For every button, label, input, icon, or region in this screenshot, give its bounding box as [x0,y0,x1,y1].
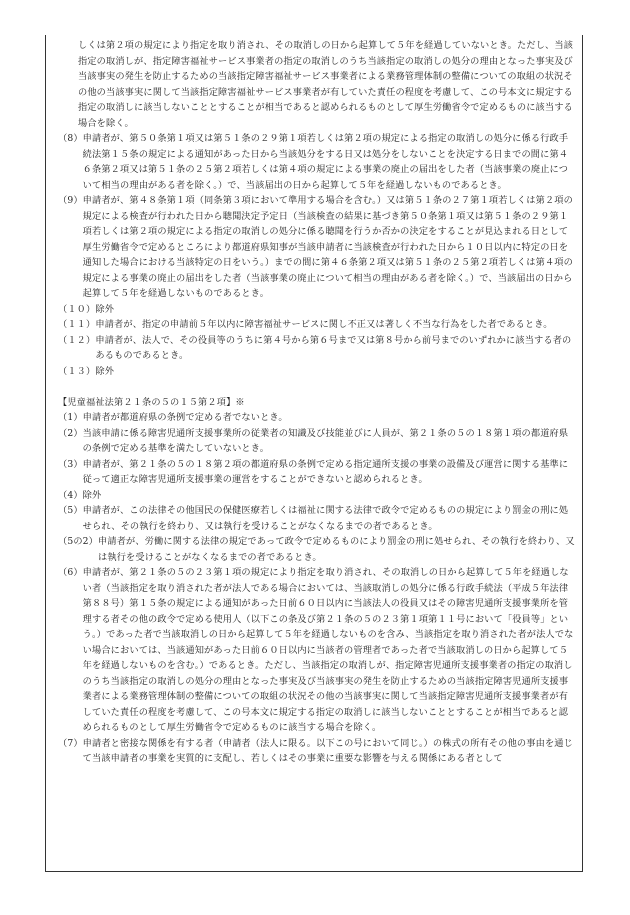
list-item [58,457,576,488]
list-item [58,736,576,767]
list-item [58,503,576,534]
item-number: （１０） [58,303,96,315]
section-2-list [58,410,576,767]
section-heading: 【児童福祉法第２１条の５の１５第２項】※ [58,396,245,408]
document-content [58,38,576,767]
item-number: （6） [58,567,83,578]
item-text: 申請者が都道府県の条例で定める者でないとき。 [82,412,288,423]
continuation-paragraph: しくは第２項の規定により指定を取り消され、その取消しの日から起算して５年を経過していないとき。ただし、当該指定の取消しが、指定障害福祉サービス事業者の指定の取消しのうち当該指定の取消しの処分の理由となった事実及び当該事実の発生を防止するための当該指定障害福祉サービス事業者による業務管理体制の整備についての取組の状況その他の当該事実に関して当該指定障害福祉サービス事業者が有していた責任の程度を考慮して、この号本文に規定する指定の取消しに該当しないこととすることが相当であると認められるものとして厚生労働省令で定めるものに該当する場合を除く。 [78,40,574,129]
list-item [58,565,576,736]
item-text: 申請者が、第４８条第１項（同条第３項において準用する場合を含む。）又は第５１条の２７第１項若しくは第２項の規定による検査が行われた日から聴聞決定予定日（当該検査の結果に基づき第５０条第１項又は第５１条の２９第１項若しくは第２項の規定による指定の取消しの処分に係る聴聞を行うか否かの決定をすることが見込まれる日として厚生労働省令で定めるところにより都道府県知事が当該申請者に当該検査が行われた日から１０日以内に特定の日を通知した場合における当該特定の日をいう。）までの間に第４６条第２項又は第５１条の２５第２項若しくは第４項の規定による事業の廃止の届出をした者（当該事業の廃止について相当の理由がある者を除く。）で、当該届出の日から起算して５年を経過しないものであるとき。 [82,195,573,299]
item-text: 当該申請に係る障害児通所支援事業所の従業者の知識及び技能並びに人員が、第２１条の５の１８第１項の都道府県の条例で定める基準を満たしていないとき。 [82,427,569,454]
item-text: 申請者が、指定の申請前５年以内に障害福祉サービスに関し不正又は著しく不当な行為をした者であるとき。 [95,319,553,330]
item-number: （1） [58,412,83,423]
item-text: 申請者が、法人で、その役員等のうちに第４号から第６号まで又は第８号から前号までのいずれかに該当する者のあるものであるとき。 [95,334,572,361]
list-item [58,193,576,302]
item-text: 申請者が、労働に関する法律の規定であって政令で定めるものにより罰金の刑に処せられ、その執行を終わり、又は執行を受けることがなくなるまでの者であるとき。 [98,536,575,563]
list-item [58,302,576,318]
item-number: （9） [58,195,83,206]
item-text: 除外 [95,303,115,315]
item-number: （3） [58,458,83,470]
item-text: 申請者が、第２１条の５の２３第１項の規定により指定を取り消され、その取消しの日から起算して５年を経過しない者（当該指定を取り消された者が法人である場合においては、当該取消しの処分に係る行政手続法（平成５年法律第８８号）第１５条の規定による通知があった日前６０日以内に当該法人の役員又はその障害児通所支援事業所を管理する者その他の政令で定める使用人（以下この条及び第２１条の５の２３第１項第１１号において「役員等」という。）であった者で当該取消しの日から起算して５年を経過しないものを含み、当該指定を取り消された者が法人でない場合においては、当該通知があった日前６０日以内に当該者の管理者であった者で当該取消しの日から起算して５年を経過しないものを含む。）であるとき。ただし、当該指定の取消しが、指定障害児通所支援事業者の指定の取消しのうち当該指定の取消しの処分の理由となった事実及び当該事実の発生を防止するための当該指定障害児通所支援事業者による業務管理体制の整備についての取組の状況その他の当該事実に関して当該指定障害児通所支援事業者が有していた責任の程度を考慮して、この号本文に規定する指定の取消しに該当しないこととすることが相当であると認められるものとして厚生労働省令で定めるものに該当する場合を除く。 [82,567,574,733]
item-number: （１３） [58,365,96,377]
item-number: （5） [58,505,83,516]
item-number: （4） [58,489,83,501]
item-text: 申請者が、第５０条第１項又は第５１条の２９第１項若しくは第２項の規定による指定の取消しの処分に係る行政手続法第１５条の規定による通知があった日から当該処分をする日又は処分をしないことを決定する日までの間に第４６条第２項又は第５１条の２５第２項若しくは第４項の規定による事業の廃止の届出をした者（当該事業の廃止について相当の理由がある者を除く。）で、当該届出の日から起算して５年を経過しないものであるとき。 [82,133,569,191]
list-item [58,333,576,364]
item-number: （7） [58,737,83,749]
section-1-list [58,131,576,379]
item-number: （8） [58,133,83,144]
list-item [58,131,576,193]
item-number: （5の2） [58,536,99,547]
list-item [58,410,576,426]
item-number: （2） [58,427,83,439]
item-number: （１１） [58,319,96,330]
list-item [58,534,576,565]
list-item [58,426,576,457]
item-number: （１２） [58,334,96,346]
item-text: 除外 [95,365,115,377]
list-item [58,317,576,333]
item-text: 申請者が、この法律その他国民の保健医療若しくは福祉に関する法律で政令で定めるものの規定により罰金の刑に処せられ、その執行を終わり、又は執行を受けることがなくなるまでの者であるとき。 [82,505,569,532]
section-gap [58,379,576,395]
item-text: 申請者と密接な関係を有する者（申請者（法人に限る。以下この号において同じ。）の株式の所有その他の事由を通じて当該申請者の事業を実質的に支配し、若しくはその事業に重要な影響を与える関係にある者として [82,737,573,764]
item-text: 申請者が、第２１条の５の１８第２項の都道府県の条例で定める指定通所支援の事業の設備及び運営に関する基準に従って適正な障害児通所支援事業の運営をすることができないと認められるとき。 [82,458,569,485]
list-item [58,488,576,504]
item-text: 除外 [82,489,102,501]
list-item [58,364,576,380]
